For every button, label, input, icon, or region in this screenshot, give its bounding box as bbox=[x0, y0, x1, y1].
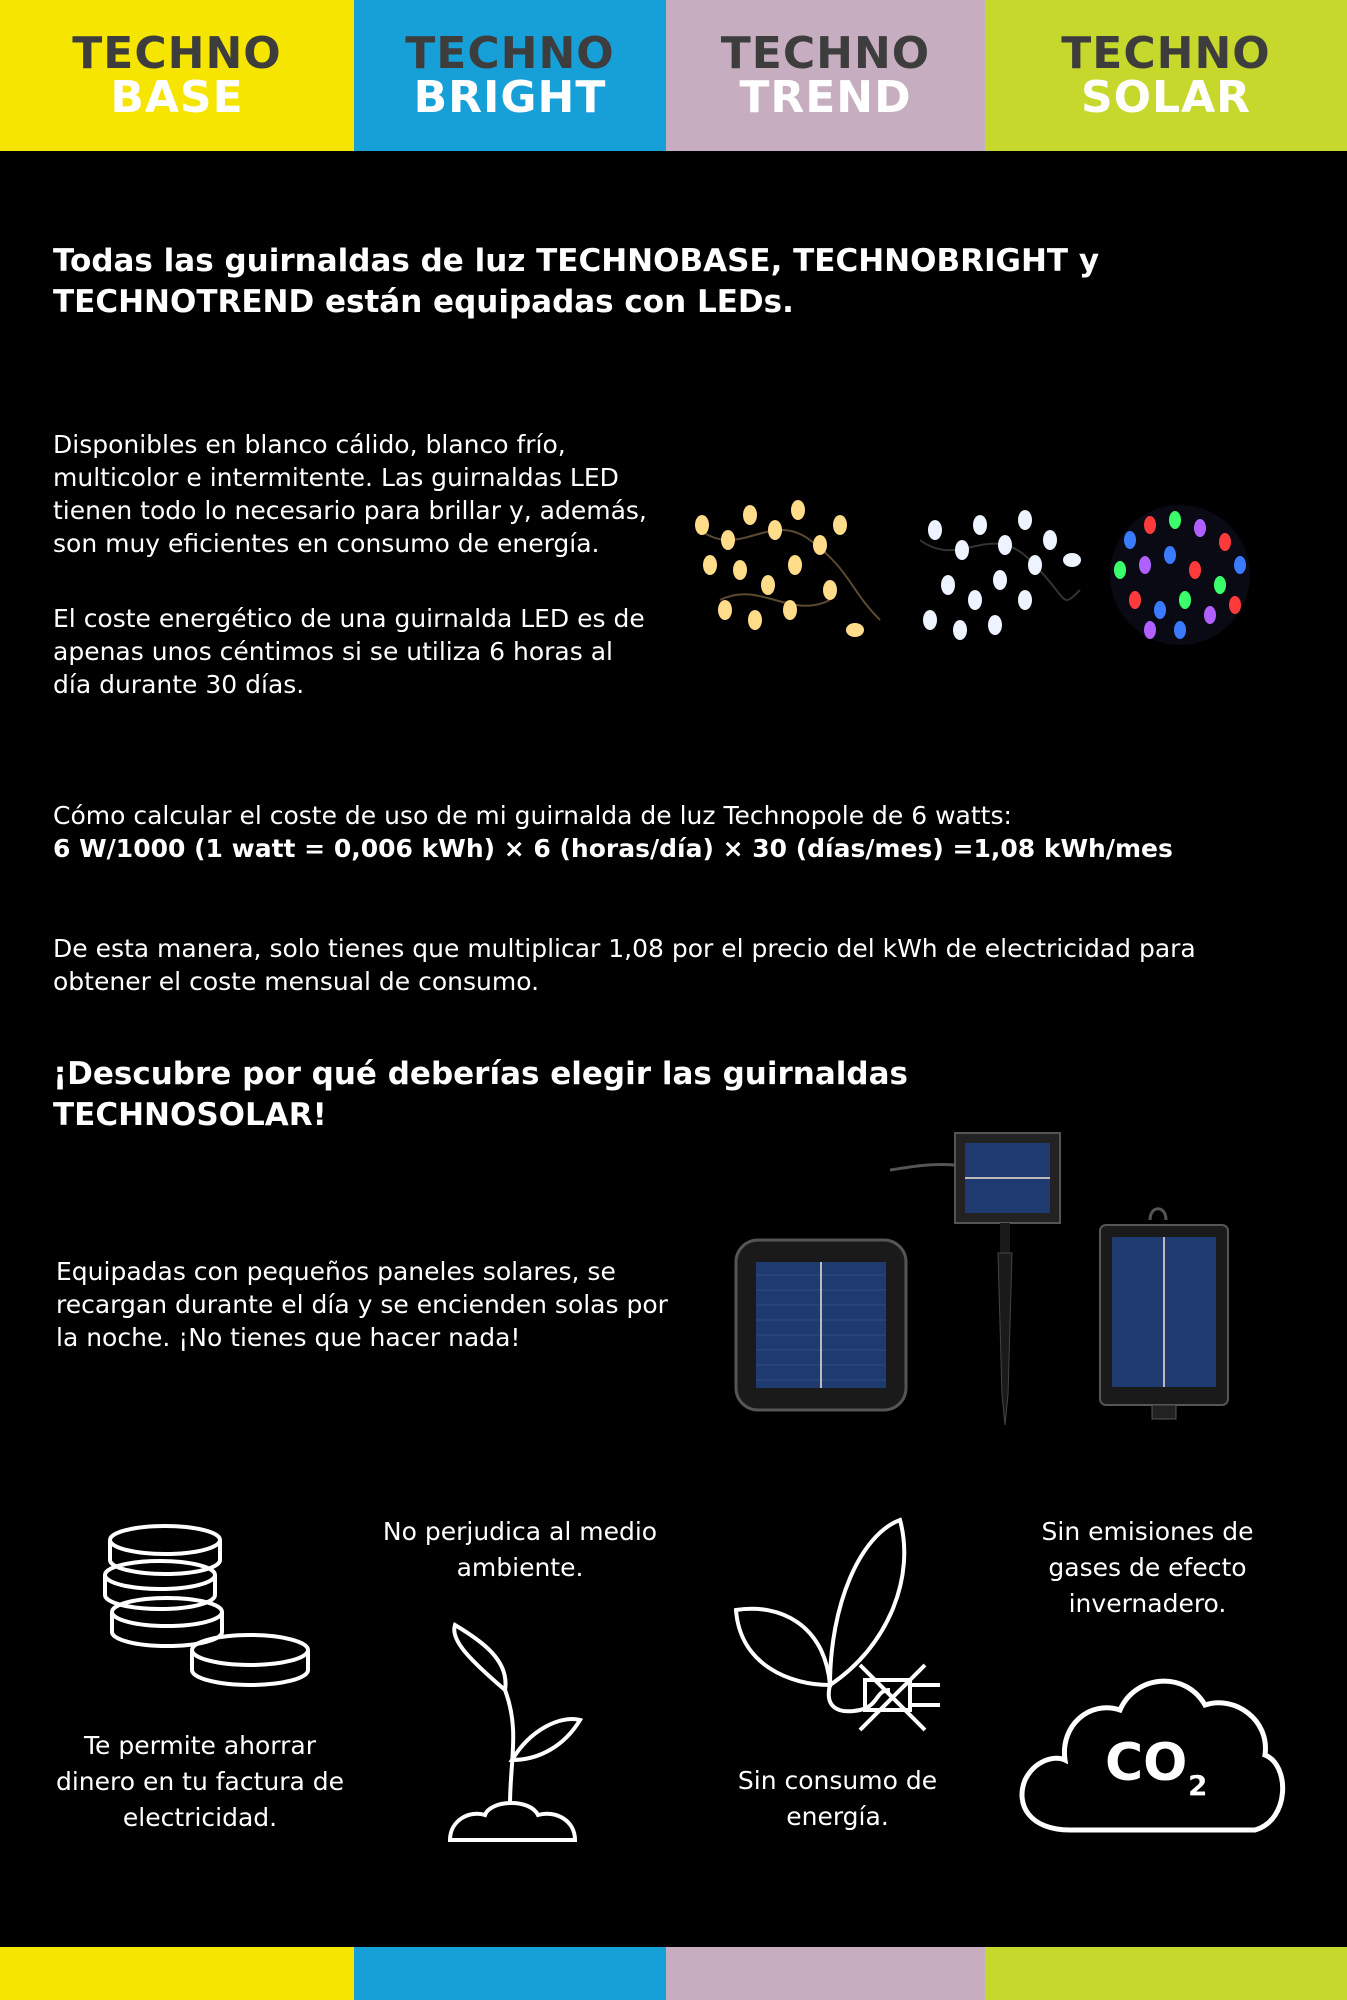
solar-panel-stake bbox=[890, 1133, 1060, 1425]
solar-panels-image bbox=[730, 1125, 1250, 1435]
multicolor-led-string bbox=[1110, 505, 1250, 645]
benefit-environment-caption: No perjudica al medio ambiente. bbox=[382, 1517, 658, 1582]
footer-color-band bbox=[0, 1947, 1347, 2000]
calc-line-1: Cómo calcular el coste de uso de mi guirnalda de luz Technopole de 6 watts: bbox=[53, 801, 1012, 830]
coins-icon bbox=[95, 1520, 320, 1695]
sprout-icon bbox=[440, 1620, 590, 1845]
led-paragraph-2: El coste energético de una guirnalda LED es de apenas unos céntimos si se utiliza 6 horas al día durante 30 días. bbox=[53, 604, 645, 699]
brand-technobase-top: TECHNO bbox=[72, 27, 282, 79]
led-strings-image bbox=[680, 470, 1320, 690]
leaf-plug-icon bbox=[730, 1515, 955, 1740]
brand-technobright bbox=[354, 0, 666, 151]
co2-label: CO bbox=[1105, 1733, 1188, 1793]
co2-cloud-icon bbox=[1010, 1655, 1295, 1845]
brand-technotrend bbox=[666, 0, 985, 151]
warm-white-led-string bbox=[695, 500, 880, 637]
benefit-money-caption: Te permite ahorrar dinero en tu factura de electricidad. bbox=[55, 1731, 345, 1832]
footer-band-mauve bbox=[666, 1947, 985, 2000]
brand-technosolar-bottom: SOLAR bbox=[1080, 71, 1252, 123]
led-paragraph-1: Disponibles en blanco cálido, blanco frío, multicolor e intermitente. Las guirnaldas LED tienen todo lo necesario para brillar y, además, son muy eficientes en consumo de energía. bbox=[53, 430, 647, 558]
footer-band-blue bbox=[354, 1947, 666, 2000]
calc-note: De esta manera, solo tienes que multiplicar 1,08 por el precio del kWh de electricidad para obtener el coste mensual de consumo. bbox=[53, 934, 1196, 996]
footer-band-yellow bbox=[0, 1947, 354, 2000]
brand-technobase bbox=[0, 0, 354, 151]
footer-band-lime bbox=[985, 1947, 1347, 2000]
solar-panel-rectangular bbox=[1100, 1209, 1228, 1419]
benefit-energy-caption: Sin consumo de energía. bbox=[737, 1766, 938, 1831]
intro-heading: Todas las guirnaldas de luz TECHNOBASE, TECHNOBRIGHT y TECHNOTREND están equipadas con LEDs. bbox=[53, 243, 1100, 320]
brand-technobase-bottom: BASE bbox=[110, 71, 244, 123]
brand-technobright-top: TECHNO bbox=[405, 27, 615, 79]
brand-technotrend-top: TECHNO bbox=[720, 27, 931, 79]
brand-technobright-bottom: BRIGHT bbox=[413, 71, 607, 123]
brand-technosolar-top: TECHNO bbox=[1061, 27, 1271, 79]
benefit-emissions-caption: Sin emisiones de gases de efecto invernadero. bbox=[1041, 1517, 1254, 1618]
co2-subscript: 2 bbox=[1188, 1769, 1208, 1802]
calc-formula: 6 W/1000 (1 watt = 0,006 kWh) × 6 (horas/día) × 30 (días/mes) =1,08 kWh/mes bbox=[53, 834, 1173, 863]
solar-panel-square bbox=[736, 1240, 906, 1410]
brand-technotrend-bottom: TREND bbox=[739, 71, 912, 123]
brand-header bbox=[0, 0, 1347, 151]
brand-technosolar bbox=[985, 0, 1347, 151]
cool-white-led-string bbox=[920, 510, 1081, 640]
solar-heading: ¡Descubre por qué deberías elegir las guirnaldas TECHNOSOLAR! bbox=[53, 1056, 908, 1133]
solar-paragraph: Equipadas con pequeños paneles solares, se recargan durante el día y se encienden solas por la noche. ¡No tienes que hacer nada! bbox=[56, 1257, 668, 1352]
